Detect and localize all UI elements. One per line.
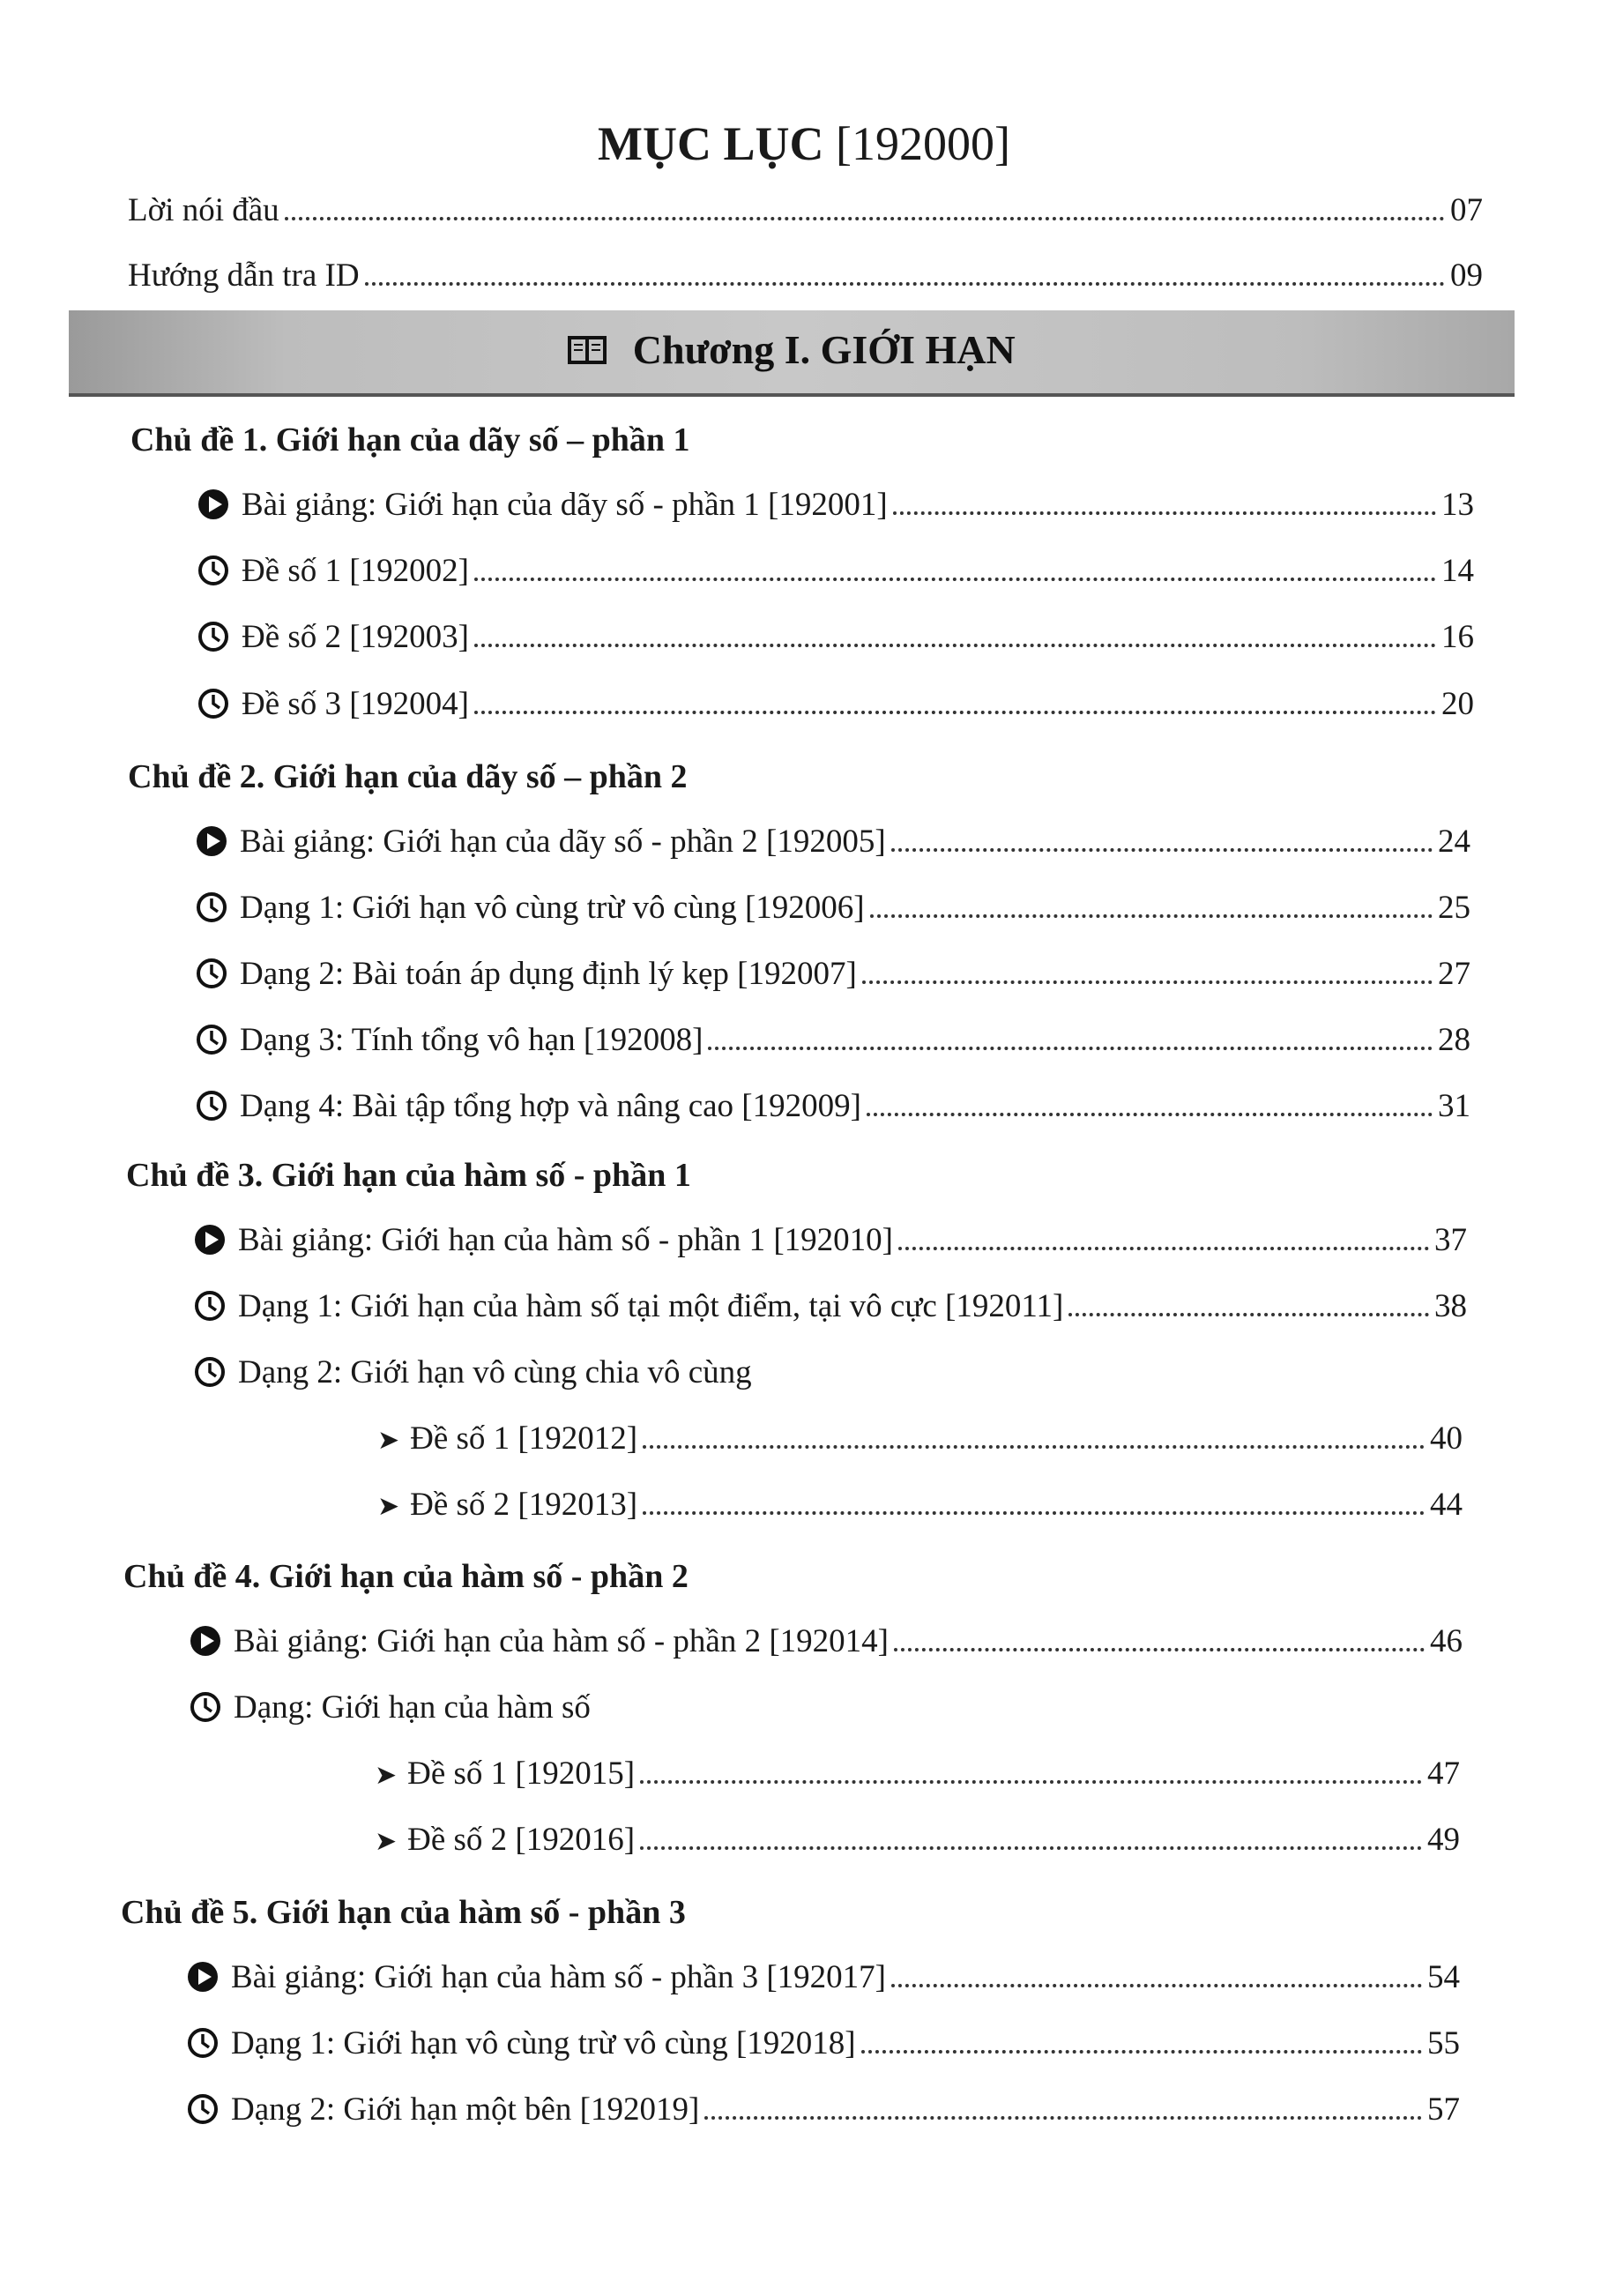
- page-number: 31: [1438, 1088, 1470, 1124]
- dot-leader: [1068, 1313, 1429, 1316]
- toc-entry-front-1[interactable]: [128, 254, 1483, 298]
- dot-leader: [285, 217, 1445, 220]
- clock-icon: [187, 2027, 219, 2059]
- page-number: 20: [1441, 686, 1474, 722]
- play-icon: [196, 825, 227, 857]
- entry-text: Đề số 1 [192015]: [407, 1756, 636, 1792]
- dot-leader: [891, 1984, 1422, 1987]
- chapter-banner: [69, 310, 1515, 397]
- page-number: 24: [1438, 824, 1470, 860]
- dot-leader: [704, 2116, 1422, 2120]
- page-number: 28: [1438, 1022, 1470, 1058]
- clock-icon: [197, 688, 229, 719]
- entry-text: Đề số 3 [192004]: [242, 686, 469, 722]
- entry-text: Đề số 1 [192002]: [242, 553, 469, 589]
- entry-text: Dạng 2: Bài toán áp dụng định lý kẹp [192007]: [240, 956, 857, 992]
- clock-icon: [187, 2093, 219, 2125]
- toc-entry-group[interactable]: [194, 1351, 752, 1395]
- toc-entry[interactable]: [196, 1018, 1470, 1062]
- page-number: 57: [1427, 2091, 1460, 2128]
- dot-leader: [867, 1113, 1433, 1116]
- entry-text: Bài giảng: Giới hạn của dãy số - phần 2 [192005]: [240, 824, 886, 860]
- toc-entry[interactable]: [190, 1620, 1463, 1664]
- dot-leader: [898, 1247, 1429, 1250]
- page-number: 46: [1430, 1623, 1463, 1659]
- play-icon: [187, 1961, 219, 1993]
- dot-leader: [474, 711, 1436, 714]
- arrow-bullet-icon: ➤: [377, 1426, 400, 1455]
- arrow-bullet-icon: ➤: [375, 1827, 398, 1856]
- entry-text: Dạng 1: Giới hạn vô cùng trừ vô cùng [192006]: [240, 890, 865, 926]
- entry-text: Bài giảng: Giới hạn của hàm số - phần 3 [192017]: [231, 1959, 886, 1995]
- page-number: 38: [1434, 1288, 1467, 1324]
- toc-entry[interactable]: [196, 886, 1470, 930]
- toc-entry[interactable]: [197, 682, 1474, 727]
- toc-subentry[interactable]: [377, 1483, 1463, 1529]
- arrow-bullet-icon: ➤: [375, 1761, 398, 1790]
- page-number: 09: [1450, 257, 1483, 294]
- dot-leader: [870, 914, 1433, 918]
- toc-entry[interactable]: [194, 1219, 1467, 1263]
- clock-icon: [190, 1691, 221, 1723]
- topic-title-3: Chủ đề 3. Giới hạn của hàm số - phần 1: [126, 1157, 691, 1194]
- page-number: 25: [1438, 890, 1470, 926]
- play-icon: [197, 488, 229, 520]
- dot-leader: [474, 644, 1436, 647]
- entry-text: Lời nói đầu: [128, 192, 279, 228]
- entry-text: Dạng 3: Tính tổng vô hạn [192008]: [240, 1022, 704, 1058]
- page-title: [0, 113, 1608, 175]
- entry-text: Đề số 2 [192003]: [242, 619, 469, 655]
- entry-text: Bài giảng: Giới hạn của hàm số - phần 2 [192014]: [234, 1623, 889, 1659]
- clock-icon: [194, 1356, 226, 1388]
- dot-leader: [861, 2050, 1422, 2054]
- page-number: 37: [1434, 1222, 1467, 1258]
- clock-icon: [197, 555, 229, 586]
- page-number: 44: [1430, 1487, 1463, 1523]
- dot-leader: [640, 1846, 1422, 1850]
- entry-text: Dạng 4: Bài tập tổng hợp và nâng cao [192009]: [240, 1088, 861, 1124]
- page-number: 55: [1427, 2025, 1460, 2061]
- page-number: 14: [1441, 553, 1474, 589]
- play-icon: [190, 1625, 221, 1657]
- page-number: 49: [1427, 1822, 1460, 1858]
- dot-leader: [893, 511, 1436, 515]
- clock-icon: [197, 621, 229, 652]
- topic-title-4: Chủ đề 4. Giới hạn của hàm số - phần 2: [123, 1558, 689, 1595]
- entry-text: Bài giảng: Giới hạn của dãy số - phần 1 [192001]: [242, 487, 888, 523]
- page-number: 13: [1441, 487, 1474, 523]
- dot-leader: [474, 578, 1436, 581]
- dot-leader: [862, 980, 1433, 984]
- toc-entry[interactable]: [194, 1285, 1467, 1329]
- dot-leader: [643, 1445, 1425, 1449]
- toc-entry[interactable]: [187, 1956, 1460, 2000]
- page-number: 54: [1427, 1959, 1460, 1995]
- toc-entry[interactable]: [187, 2088, 1460, 2132]
- entry-text: Dạng 2: Giới hạn vô cùng chia vô cùng: [238, 1354, 752, 1390]
- toc-entry[interactable]: [196, 820, 1470, 864]
- toc-entry[interactable]: [197, 615, 1474, 660]
- page-number: 07: [1450, 192, 1483, 228]
- chapter-title: Chương I. GIỚI HẠN: [632, 327, 1016, 372]
- dot-leader: [894, 1648, 1425, 1651]
- toc-entry[interactable]: [197, 483, 1474, 527]
- arrow-bullet-icon: ➤: [377, 1492, 400, 1521]
- entry-text: Hướng dẫn tra ID: [128, 257, 360, 294]
- book-icon: [568, 321, 607, 351]
- dot-leader: [643, 1511, 1425, 1515]
- title-main: MỤC LỤC: [598, 117, 824, 170]
- dot-leader: [640, 1780, 1422, 1784]
- dot-leader: [708, 1047, 1433, 1050]
- page-number: 47: [1427, 1756, 1460, 1792]
- toc-entry-group[interactable]: [190, 1686, 591, 1730]
- title-code: [192000]: [836, 117, 1010, 170]
- toc-entry[interactable]: [197, 549, 1474, 593]
- play-icon: [194, 1224, 226, 1256]
- clock-icon: [196, 1090, 227, 1122]
- toc-entry[interactable]: [196, 952, 1470, 996]
- topic-title-2: Chủ đề 2. Giới hạn của dãy số – phần 2: [128, 758, 688, 795]
- clock-icon: [196, 891, 227, 923]
- page-number: 40: [1430, 1420, 1463, 1457]
- entry-text: Bài giảng: Giới hạn của hàm số - phần 1 [192010]: [238, 1222, 893, 1258]
- toc-entry[interactable]: [187, 2022, 1460, 2066]
- entry-text: Dạng: Giới hạn của hàm số: [234, 1689, 591, 1726]
- page-number: 16: [1441, 619, 1474, 655]
- clock-icon: [196, 958, 227, 989]
- toc-subentry[interactable]: [377, 1417, 1463, 1463]
- entry-text: Đề số 2 [192016]: [407, 1822, 636, 1858]
- entry-text: Đề số 2 [192013]: [410, 1487, 638, 1523]
- entry-text: Đề số 1 [192012]: [410, 1420, 638, 1457]
- entry-text: Dạng 2: Giới hạn một bên [192019]: [231, 2091, 700, 2128]
- topic-title-5: Chủ đề 5. Giới hạn của hàm số - phần 3: [121, 1894, 686, 1931]
- clock-icon: [194, 1290, 226, 1322]
- toc-entry[interactable]: [196, 1085, 1470, 1129]
- page-number: 27: [1438, 956, 1470, 992]
- entry-text: Dạng 1: Giới hạn của hàm số tại một điểm, tại vô cực [192011]: [238, 1288, 1064, 1324]
- toc-entry-front-0[interactable]: [128, 189, 1483, 233]
- dot-leader: [891, 848, 1433, 852]
- entry-text: Dạng 1: Giới hạn vô cùng trừ vô cùng [192018]: [231, 2025, 856, 2061]
- toc-subentry[interactable]: [375, 1818, 1460, 1864]
- clock-icon: [196, 1024, 227, 1055]
- toc-subentry[interactable]: [375, 1752, 1460, 1798]
- topic-title-1: Chủ đề 1. Giới hạn của dãy số – phần 1: [130, 421, 690, 458]
- dot-leader: [365, 282, 1445, 286]
